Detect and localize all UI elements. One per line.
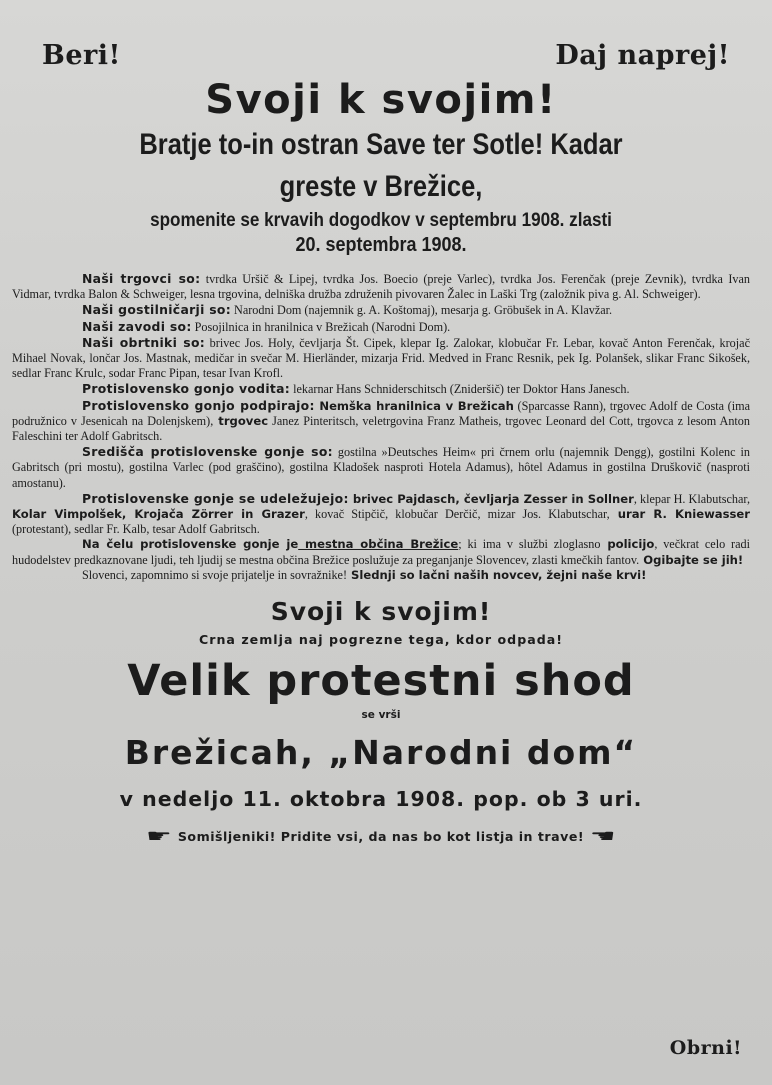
paragraph-supporters: Protislovensko gonjo podpirajo: Nemška hranilnica v Brežicah (Sparcasse Rann), trgovec Adolf de Costa (ima podružnico v Jesenicah na Dolenjskem), trgovec Janez Pinteritsch, veletrgovina Franz Matheis, trgovec Leonard del Cott, trgovca z lesom Anton Faleschini ter Adolf Gabritsch.	[12, 397, 750, 444]
call-line	[12, 825, 750, 847]
paragraph-participants: Protislovenske gonje se udeležujejo: brivec Pajdasch, čevljarja Zesser in Sollner, klepar H. Klabutschar, Kolar Vimpolšek, Krojača Zörrer in Grazer, kovač Stipčič, klobučar Derčič, mizar Jos. Klabutschar, urar R. Kniewasser (protestant), sedlar Fr. Kalb, tesar Adolf Gabritsch.	[12, 490, 750, 537]
paragraph-town-council: Na čelu protislovenske gonje je mestna občina Brežice; ki ima v službi zloglasno policijo, večkrat celo radi hudodelstev predkaznovane ljudi, teh ljudij se mestna občina Brežice poslužuje za preganjanje Slovencev, zlasti kmečkih fantov. Ogibajte se jih!	[12, 537, 750, 567]
event-place: Brežicah, „Narodni dom“	[124, 733, 638, 773]
paragraph-leaders: Protislovensko gonjo vodita: lekarnar Hans Schniderschitsch (Znideršič) ter Doktor Hans Janesch.	[82, 381, 630, 397]
turn-over-label: Obrni!	[669, 1037, 742, 1059]
poster-title: Svoji k svojim!	[205, 77, 557, 123]
curse-line: Crna zemlja naj pogrezne tega, kdor odpada!	[199, 632, 563, 648]
top-line	[12, 40, 750, 71]
event-title: Velik protestni shod	[127, 656, 635, 707]
subtitle-line-3: spomenite se krvavih dogodkov v septembru 1908. zlasti	[150, 210, 612, 231]
subtitle-line-4: 20. septembra 1908.	[295, 234, 467, 256]
paragraph-merchants: Naši trgovci so: tvrdka Uršič & Lipej, tvrdka Jos. Boecio (preje Varlec), tvrdka Jos. Ferenčak (preje Zevnik), tvrdka Ivan Vidmar, tvrdka Balon & Schweiger, lesna trgovina, delniška družba združenih pivovaren Žalec in Laški Trg (založnik piva g. Al. Schweiger).	[12, 271, 750, 302]
event-date: v nedeljo 11. oktobra 1908. pop. ob 3 uri.	[119, 787, 643, 812]
paragraph-craftsmen: Naši obrtniki so: brivec Jos. Holy, čevljarja Št. Cipek, klepar Ig. Zalokar, klobučar Fr. Lebar, kovač Anton Ferenčak, krojač Mihael Novak, lončar Jos. Mastnak, medičar in svečar M. Hierländer, mizarja Frid. Medved in Franc Resnik, pek Ig. Polanšek, slikar Franc Sikošek, sedlar Franc Krulc, sodar Franc Pipan, tesar Ivan Krofl.	[12, 334, 750, 381]
read-label: Beri!	[42, 40, 121, 71]
paragraph-innkeepers: Naši gostilničarji so: Narodni Dom (najemnik g. A. Koštomaj), mesarja g. Gröbušek in A. Klavžar.	[82, 302, 613, 318]
se-vrsi-label: se vrši	[361, 709, 401, 722]
call-text: Somišljeniki! Pridite vsi, da nas bo kot listja in trave!	[177, 829, 585, 845]
paragraph-institutions: Naši zavodi so: Posojilnica in hranilnica v Brežicah (Narodni Dom).	[82, 318, 451, 334]
paragraph-appeal: Slovenci, zapomnimo si svoje prijatelje in sovražnike! Slednji so lačni naših novcev, žejni naše krvi!	[82, 567, 647, 582]
paragraph-centres: Središča protislovenske gonje so: gostilna »Deutsches Heim« pri črnem orlu (najemnik Dengg), gostilni Kolenc in Gabritsch (pri mostu), gostilna Varlec (pod graščino), gostilna Kladošek nasproti Hotela Adamus), hôtel Adamus in gostilna Druškovič (nasproti amostanu).	[12, 444, 750, 490]
pointing-hand-icon: ☛	[146, 825, 173, 847]
pass-on-label: Daj naprej!	[555, 40, 730, 71]
subtitle-line-2: greste v Brežice,	[279, 170, 483, 203]
pointing-hand-icon: ☛	[589, 825, 616, 847]
body-text	[12, 271, 750, 583]
subtitle-line-1: Bratje to-in ostran Save ter Sotle! Kadar	[139, 128, 623, 161]
slogan: Svoji k svojim!	[270, 597, 492, 627]
